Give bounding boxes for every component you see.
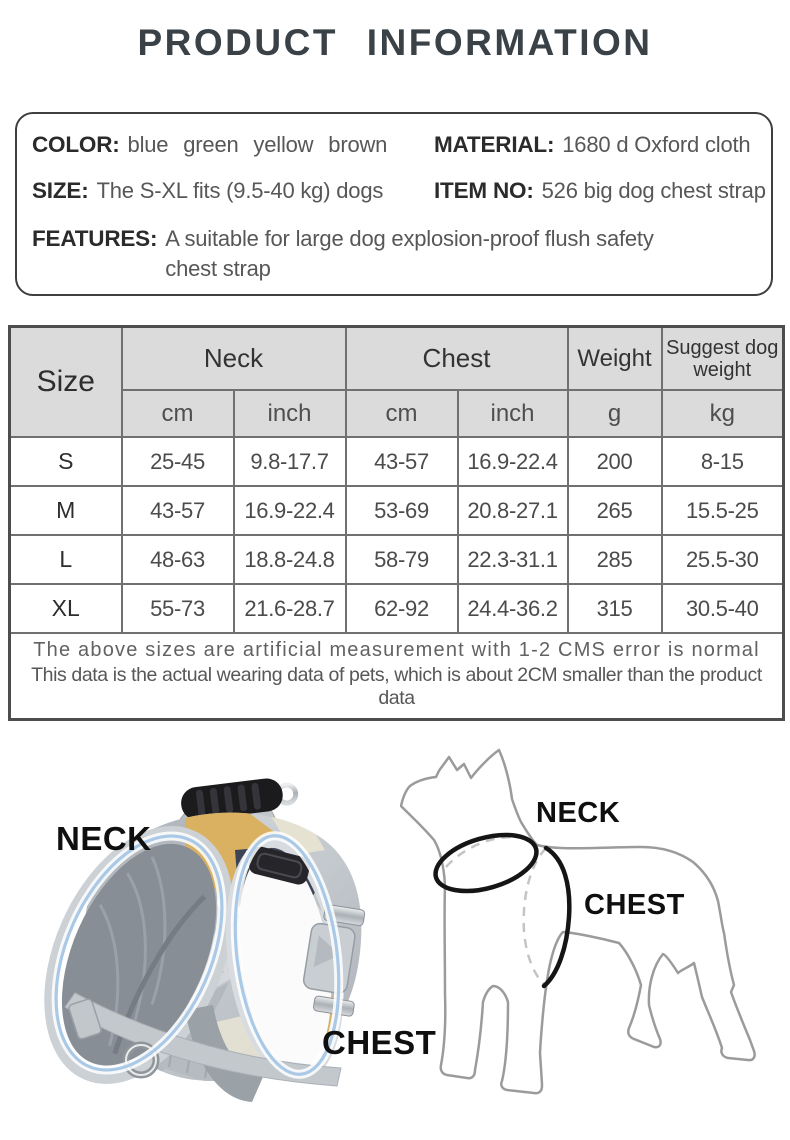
field-size — [32, 178, 383, 204]
size-label: SIZE: — [32, 178, 89, 203]
unit-weight-g: g — [568, 390, 662, 437]
field-features — [32, 224, 710, 284]
cell-chest-inch: 16.9-22.4 — [458, 437, 568, 486]
features-value: A suitable for large dog explosion-proof flush safety chest strap — [165, 226, 654, 281]
field-item-no — [434, 178, 766, 204]
cell-chest-inch: 22.3-31.1 — [458, 535, 568, 584]
header-neck: Neck — [122, 327, 346, 391]
cell-suggest: 8-15 — [662, 437, 784, 486]
unit-suggest-kg: kg — [662, 390, 784, 437]
table-notes-row — [10, 633, 784, 720]
header-chest: Chest — [346, 327, 568, 391]
page-title: PRODUCT INFORMATION — [137, 22, 653, 63]
size-chart-table — [8, 325, 785, 721]
material-label: MATERIAL: — [434, 132, 555, 157]
cell-weight: 200 — [568, 437, 662, 486]
table-row-m — [10, 486, 784, 535]
field-material — [434, 132, 750, 158]
cell-chest-cm: 53-69 — [346, 486, 458, 535]
unit-chest-cm: cm — [346, 390, 458, 437]
material-value: 1680 d Oxford cloth — [562, 132, 751, 157]
table-units-row — [10, 390, 784, 437]
cell-neck-cm: 25-45 — [122, 437, 234, 486]
unit-chest-inch: inch — [458, 390, 568, 437]
cell-size: S — [10, 437, 122, 486]
header-size: Size — [10, 327, 122, 438]
dog-neck-label: NECK — [536, 797, 621, 829]
cell-neck-inch: 9.8-17.7 — [234, 437, 346, 486]
color-value: blue green yellow brown — [127, 132, 388, 157]
field-color — [32, 132, 387, 158]
table-row-xl — [10, 584, 784, 633]
table-header-row — [10, 327, 784, 391]
cell-neck-inch: 16.9-22.4 — [234, 486, 346, 535]
cell-size: XL — [10, 584, 122, 633]
measurement-note-line2: This data is the actual wearing data of pets, which is about 2CM smaller than the product data — [31, 664, 762, 709]
item-no-label: ITEM NO: — [434, 178, 534, 203]
header-suggest-dog-weight: Suggest dog weight — [662, 327, 784, 391]
cell-suggest: 25.5-30 — [662, 535, 784, 584]
unit-neck-inch: inch — [234, 390, 346, 437]
cell-size: L — [10, 535, 122, 584]
harness-neck-label: NECK — [56, 820, 152, 857]
unit-neck-cm: cm — [122, 390, 234, 437]
dog-chest-label: CHEST — [584, 889, 685, 921]
harness-chest-label: CHEST — [322, 1024, 437, 1061]
header-weight: Weight — [568, 327, 662, 391]
harness-photo — [35, 755, 425, 1140]
cell-weight: 265 — [568, 486, 662, 535]
table-notes-cell — [10, 633, 784, 720]
color-label: COLOR: — [32, 132, 120, 157]
table-row-l — [10, 535, 784, 584]
cell-weight: 315 — [568, 584, 662, 633]
cell-chest-inch: 20.8-27.1 — [458, 486, 568, 535]
cell-chest-cm: 58-79 — [346, 535, 458, 584]
table-row-s — [10, 437, 784, 486]
cell-neck-inch: 18.8-24.8 — [234, 535, 346, 584]
cell-chest-cm: 62-92 — [346, 584, 458, 633]
cell-neck-cm: 43-57 — [122, 486, 234, 535]
cell-neck-cm: 55-73 — [122, 584, 234, 633]
cell-weight: 285 — [568, 535, 662, 584]
cell-chest-cm: 43-57 — [346, 437, 458, 486]
measurement-note-line1: The above sizes are artificial measurement with 1-2 CMS error is normal — [33, 639, 760, 661]
cell-chest-inch: 24.4-36.2 — [458, 584, 568, 633]
product-info-box — [15, 112, 773, 296]
cell-neck-cm: 48-63 — [122, 535, 234, 584]
cell-suggest: 15.5-25 — [662, 486, 784, 535]
size-value: The S-XL fits (9.5-40 kg) dogs — [96, 178, 384, 203]
cell-suggest: 30.5-40 — [662, 584, 784, 633]
item-no-value: 526 big dog chest strap — [541, 178, 766, 203]
cell-size: M — [10, 486, 122, 535]
cell-neck-inch: 21.6-28.7 — [234, 584, 346, 633]
features-label: FEATURES: — [32, 226, 158, 251]
